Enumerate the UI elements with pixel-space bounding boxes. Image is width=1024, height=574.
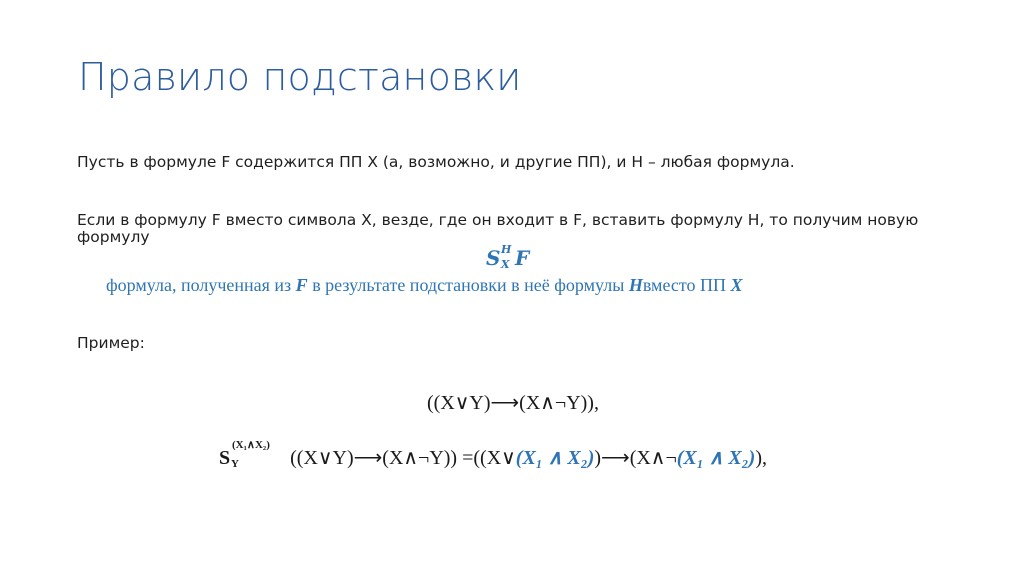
desc-part2: в результате подстановки в неё формулы [307, 275, 629, 295]
paragraph-definition: Пусть в формуле F содержится ПП X (а, возможно, и другие ПП), и H – любая формула. [77, 153, 795, 171]
example-sub-lhs: ((X∨Y)⟶(X∧¬Y)) =((X∨ [290, 447, 516, 469]
substitution-description [106, 275, 743, 296]
example-sub-end: ), [755, 447, 767, 469]
substitution-notation [486, 243, 530, 271]
example-sub-subscript: Y [231, 458, 239, 470]
example-sub-mid: )⟶(X∧¬ [594, 447, 677, 469]
substitution-subscript: X [501, 258, 510, 271]
example-sub-blue2: (X₁ ∧ X₂) [676, 447, 756, 469]
substitution-superscript: H [501, 243, 512, 256]
example-sub-blue1: (X₁ ∧ X₂) [515, 447, 595, 469]
example-sub-base-letter: S [219, 447, 231, 469]
example-sub-superscript: (X₁∧X₂) [232, 439, 270, 451]
desc-part1: формула, полученная из [106, 275, 296, 295]
desc-part3: вместо ПП [642, 275, 731, 295]
paragraph-substitution: Если в формулу F вместо символа X, везде, где он входит в F, вставить формулу H, то получим новую формулу [77, 211, 919, 246]
desc-X: X [730, 275, 743, 295]
substitution-base: S [486, 246, 501, 270]
example-sub-base [219, 439, 270, 470]
example-substitution [219, 439, 767, 470]
desc-H: H [628, 275, 643, 295]
example-formula: ((X∨Y)⟶(X∧¬Y)), [427, 392, 599, 414]
substitution-formula: F [515, 246, 530, 270]
desc-F: F [295, 275, 308, 295]
example-label: Пример: [77, 334, 145, 352]
slide-title: Правило подстановки [78, 55, 522, 99]
